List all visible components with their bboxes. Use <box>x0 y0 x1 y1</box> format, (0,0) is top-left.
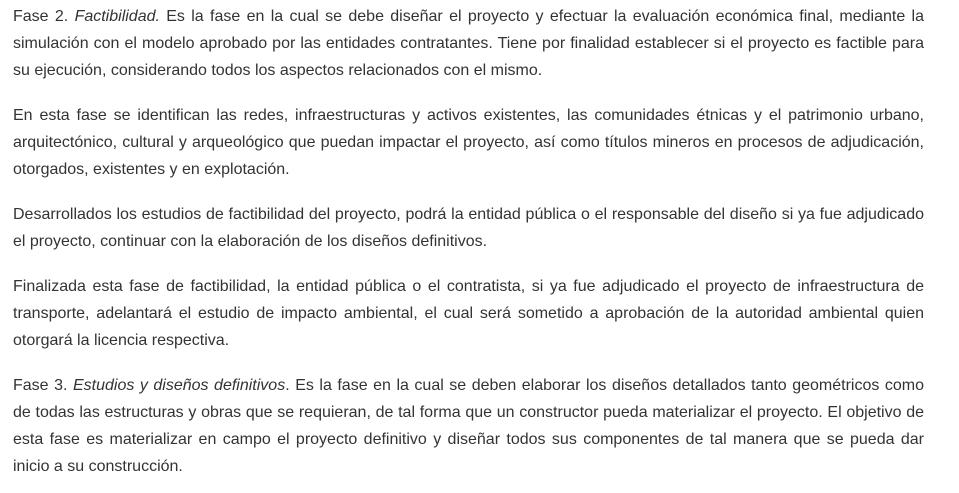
phase-title: Estudios y diseños definitivos <box>72 377 286 394</box>
paragraph-identificacion <box>13 102 924 183</box>
phase-title: Factibilidad. <box>74 8 160 25</box>
paragraph-impacto-ambiental <box>13 273 924 354</box>
paragraph-fase-3 <box>13 372 924 480</box>
paragraph-text: Desarrollados los estudios de factibilidad del proyecto, podrá la entidad pública o el responsable del diseño si ya fue adjudicado el proyecto, continuar con la elaboración de los diseños definitivos. <box>13 206 924 250</box>
paragraph-estudios-factibilidad <box>13 201 924 255</box>
paragraph-fase-2 <box>13 3 924 84</box>
paragraph-text: Finalizada esta fase de factibilidad, la entidad pública o el contratista, si ya fue adjudicado el proyecto de infraestructura de transporte, adelantará el estudio de impacto ambiental, el cual será sometido a aprobación de la autoridad ambiental quien otorgará la licencia respectiva. <box>13 278 924 349</box>
phase-label: Fase 2. <box>13 8 75 25</box>
paragraph-text: . Es la fase en la cual se deben elaborar los diseños detallados tanto geométricos como de todas las estructuras y obras que se requieran, de tal forma que un constructor pueda materializar el proyecto. El objetivo de esta fase es materializar en campo el proyecto definitivo y diseñar todos sus componentes de tal manera que se pueda dar inicio a su construcción. <box>13 377 925 475</box>
phase-label: Fase 3. <box>13 377 73 394</box>
paragraph-text: Es la fase en la cual se debe diseñar el proyecto y efectuar la evaluación económica final, mediante la simulación con el modelo aprobado por las entidades contratantes. Tiene por finalidad establecer si el proyecto es factible para su ejecución, considerando todos los aspectos relacionados con el mismo. <box>13 8 924 79</box>
paragraph-text: En esta fase se identifican las redes, infraestructuras y activos existentes, las comunidades étnicas y el patrimonio urbano, arquitectónico, cultural y arqueológico que puedan impactar el proyecto, así como títulos mineros en procesos de adjudicación, otorgados, existentes y en explotación. <box>13 107 924 178</box>
